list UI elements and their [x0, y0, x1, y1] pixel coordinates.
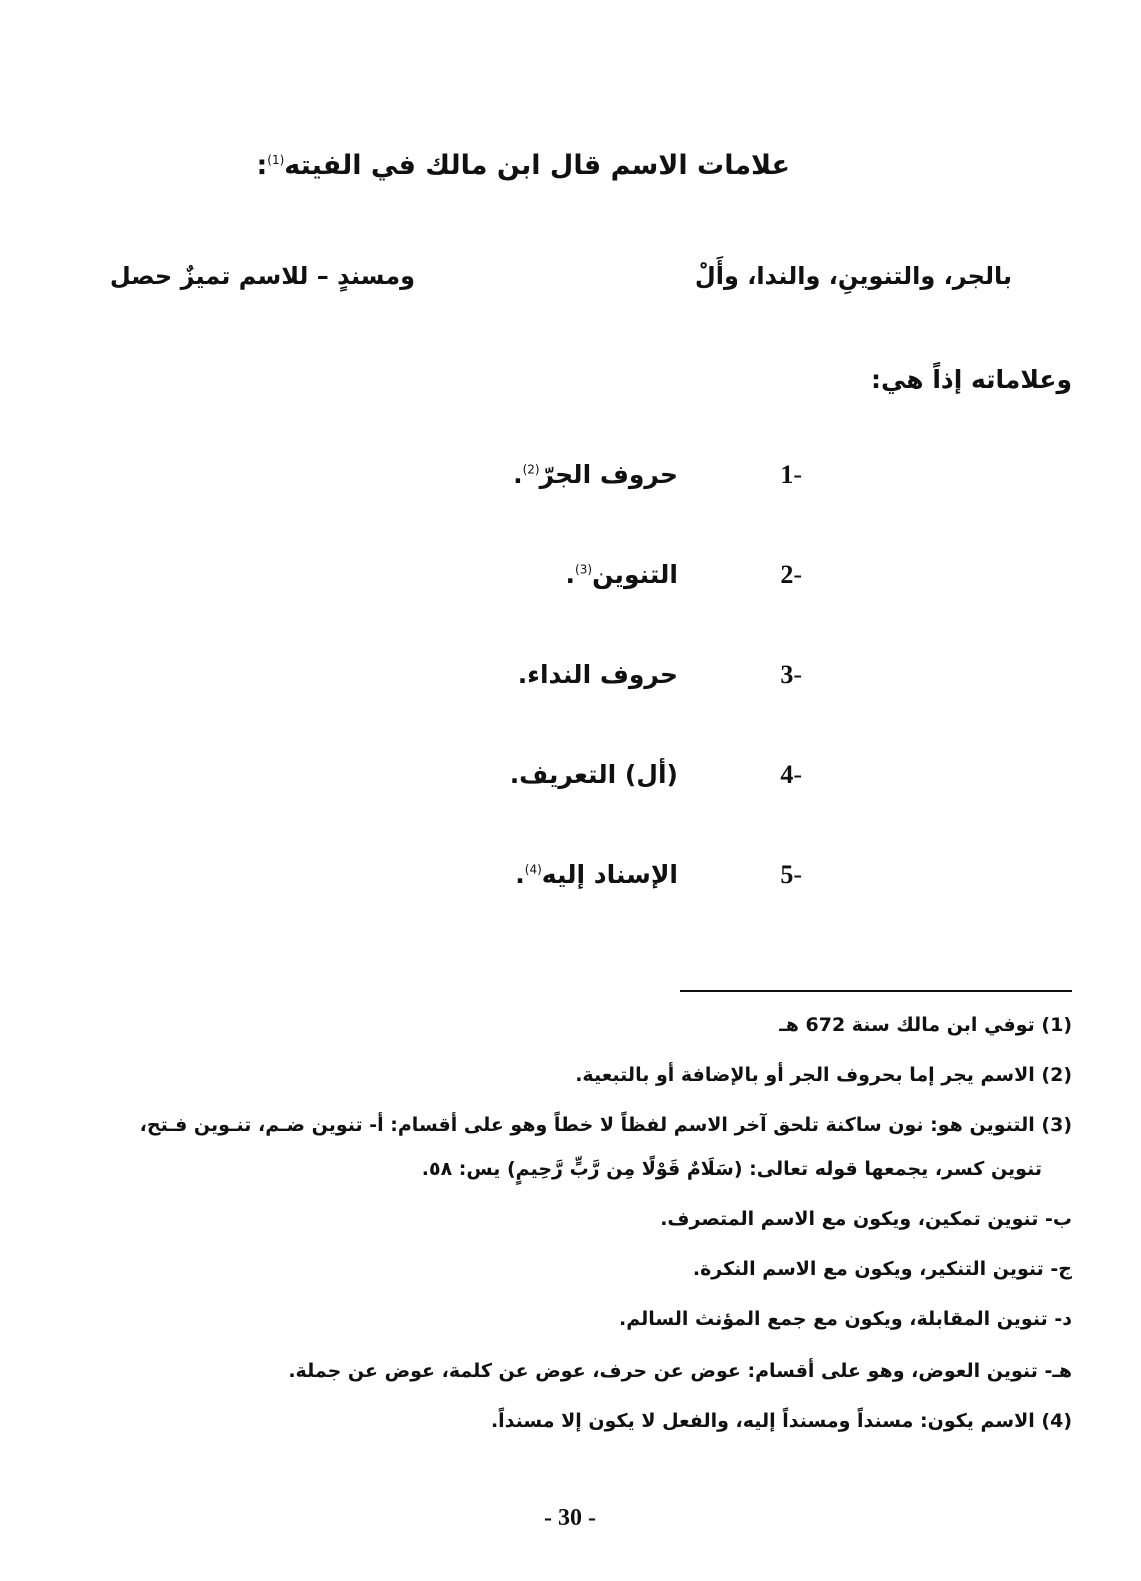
item-number: 3- — [780, 660, 802, 689]
intro-text: وعلاماته إذاً هي: — [870, 365, 1072, 394]
footnote-ref-3: (3) — [575, 562, 593, 577]
footnote-3-e: هـ- تنوين العوض، وهو على أقسام: عوض عن حرف، عوض عن كلمة، عوض عن جملة. — [288, 1360, 1072, 1382]
footnote-ref-4: (4) — [524, 862, 542, 877]
footnote-3-d: د- تنوين المقابلة، ويكون مع جمع المؤنث السالم. — [619, 1308, 1072, 1330]
footnote-divider — [680, 990, 1072, 992]
item-number: 4- — [780, 760, 802, 789]
footnote-3-b: ب- تنوين تمكين، ويكون مع الاسم المتصرف. — [660, 1208, 1072, 1230]
footnote-ref-1: (1) — [267, 153, 285, 167]
title-colon: : — [256, 150, 268, 181]
list-item — [420, 560, 820, 604]
list-item — [420, 760, 820, 804]
verse-second-hemistich: ومسندٍ – للاسم تميزٌ حصل — [109, 262, 415, 290]
item-text: حروف النداء. — [517, 660, 678, 689]
page-title — [256, 150, 790, 181]
item-text: (أل) التعريف. — [509, 760, 678, 789]
item-text: حروف الجرّ$^{(2)}$. — [513, 460, 678, 489]
footnote-3: (3) التنوين هو: نون ساكنة تلحق آخر الاسم لفظاً لا خطاً وهو على أقسام: أ- تنوين ضـم، تنـوين فـتح، — [139, 1114, 1072, 1136]
footnote-1: (1) توفي ابن مالك سنة 672 هـ — [779, 1014, 1072, 1036]
footnote-ref-2: (2) — [522, 462, 540, 477]
list-item — [420, 460, 820, 504]
item-number: 2- — [780, 560, 802, 589]
list-item — [420, 860, 820, 904]
title-text: علامات الاسم قال ابن مالك في الفيته — [284, 150, 790, 181]
item-text: التنوين$^{(3)}$. — [565, 560, 678, 589]
page-number: - 30 - — [544, 1505, 596, 1531]
item-number: 1- — [780, 460, 802, 489]
item-number: 5- — [780, 860, 802, 889]
verse-first-hemistich: بالجر، والتنوينِ، والندا، وأَلْ — [694, 262, 1012, 290]
footnote-2: (2) الاسم يجر إما بحروف الجر أو بالإضافة أو بالتبعية. — [575, 1064, 1072, 1086]
footnote-3-c: ج- تنوين التنكير، ويكون مع الاسم النكرة. — [692, 1258, 1072, 1280]
list-item — [420, 660, 820, 704]
footnote-4: (4) الاسم يكون: مسنداً ومسنداً إليه، والفعل لا يكون إلا مسنداً. — [490, 1410, 1072, 1432]
item-text: الإسناد إليه$^{(4)}$. — [515, 860, 678, 889]
footnote-3-continued: تنوين كسر، يجمعها قوله تعالى: (سَلَامٌ قَوْلًا مِن رَّبٍّ رَّحِيمٍ) يس: ٥٨. — [421, 1158, 1042, 1180]
